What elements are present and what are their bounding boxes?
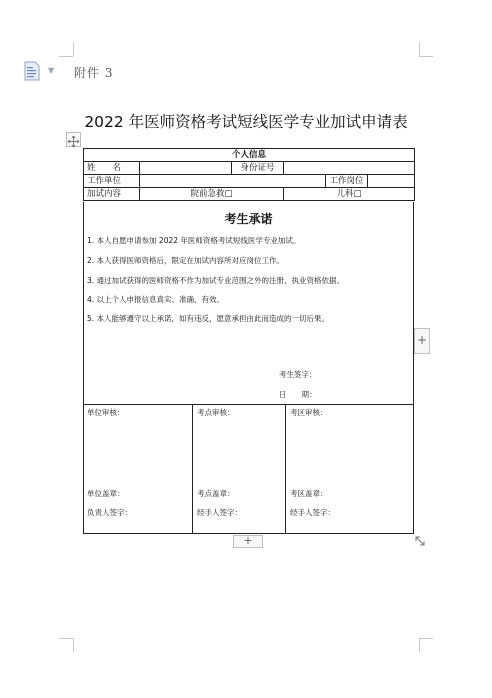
id-label: 身份证号 bbox=[232, 162, 284, 175]
candidate-signature-label: 考生签字： bbox=[279, 370, 317, 379]
unit-seal-label: 单位盖章： bbox=[87, 489, 125, 498]
unit-review-label: 单位审核： bbox=[87, 408, 125, 417]
pledge-section bbox=[84, 202, 413, 404]
pledge-item: 1. 本人自愿申请参加 2022 年医师资格考试短线医学专业加试。 bbox=[87, 236, 301, 245]
name-label: 姓 名 bbox=[84, 162, 140, 175]
pledge-item: 2. 本人获得医师资格后，限定在加试内容所对应岗位工作。 bbox=[87, 256, 285, 265]
column-divider bbox=[285, 405, 286, 533]
workplace-field[interactable] bbox=[140, 175, 326, 188]
date-label: 日 期： bbox=[279, 390, 317, 399]
position-field[interactable] bbox=[368, 175, 415, 188]
add-row-button[interactable]: + bbox=[233, 535, 263, 548]
personal-info-table bbox=[83, 148, 415, 201]
id-field[interactable] bbox=[284, 162, 415, 175]
document-icon[interactable] bbox=[23, 61, 41, 81]
option-pediatrics-checkbox[interactable]: 儿科□ bbox=[284, 188, 415, 201]
pledge-item: 4. 以上个人申报信息真实、准确、有效。 bbox=[87, 295, 225, 304]
table-move-icon[interactable] bbox=[66, 132, 81, 147]
add-column-button[interactable]: + bbox=[414, 328, 430, 354]
personal-info-heading: 个人信息 bbox=[84, 149, 415, 162]
pledge-heading: 考生承诺 bbox=[224, 212, 273, 226]
document-title: 2022 年医师资格考试短线医学专业加试申请表 bbox=[84, 113, 408, 131]
pledge-item: 3. 通过加试获得的医师资格不作为加试专业范围之外的注册、执业资格依据。 bbox=[87, 276, 345, 285]
exam-district-signer-label: 经手人签字： bbox=[290, 508, 335, 517]
option-prehospital-checkbox[interactable]: 院前急救□ bbox=[140, 188, 284, 201]
exam-district-seal-label: 考区盖章： bbox=[290, 489, 328, 498]
workplace-label: 工作单位 bbox=[84, 175, 140, 188]
unit-signer-label: 负责人签字： bbox=[87, 508, 132, 517]
name-field[interactable] bbox=[140, 162, 232, 175]
chevron-down-icon[interactable]: ▼ bbox=[48, 66, 55, 75]
position-label: 工作岗位 bbox=[326, 175, 368, 188]
attachment-label: 附件 3 bbox=[74, 66, 114, 80]
table-resize-icon[interactable] bbox=[415, 536, 425, 549]
column-divider bbox=[192, 405, 193, 533]
exam-content-label: 加试内容 bbox=[84, 188, 140, 201]
exam-site-seal-label: 考点盖章： bbox=[197, 489, 235, 498]
exam-district-review-label: 考区审核： bbox=[290, 408, 328, 417]
approval-section bbox=[83, 404, 414, 534]
exam-site-signer-label: 经手人签字： bbox=[197, 508, 242, 517]
pledge-item: 5. 本人能够遵守以上承诺，如有违反，愿意承担由此而造成的一切后果。 bbox=[87, 314, 330, 323]
exam-site-review-label: 考点审核： bbox=[197, 408, 235, 417]
